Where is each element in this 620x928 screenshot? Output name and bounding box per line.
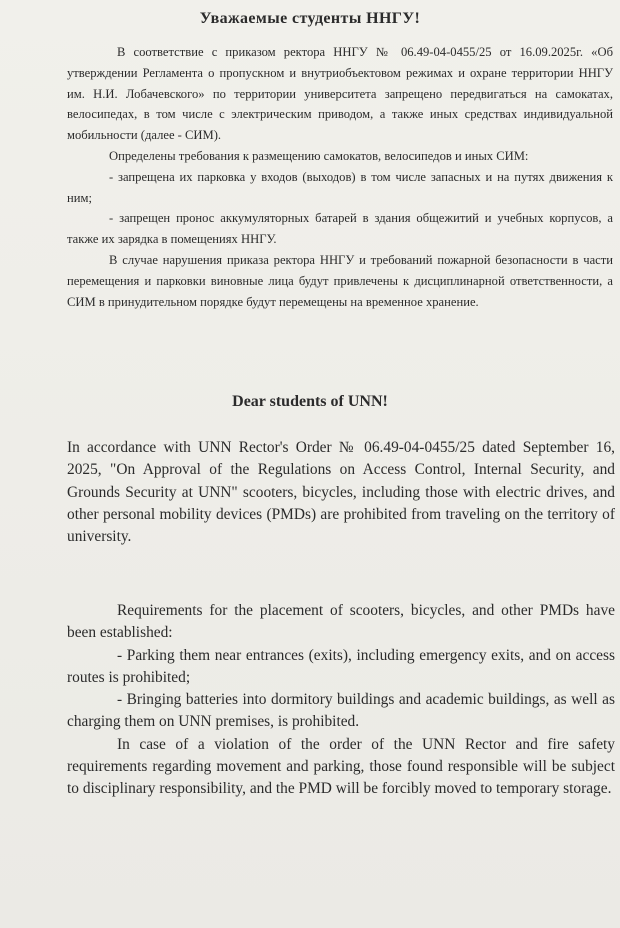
english-paragraph-batteries: - Bringing batteries into dormitory buildings and academic buildings, as well as charging them on UNN premises, is prohibited.	[67, 691, 615, 731]
english-paragraph-parking: - Parking them near entrances (exits), including emergency exits, and on access routes is prohibited;	[67, 646, 615, 686]
russian-heading: Уважаемые студенты ННГУ!	[199, 10, 421, 27]
english-paragraph-intro: In accordance with UNN Rector's Order № 06.49-04-0455/25 dated September 16, 2025, "On Approval of the Regulations on Access Control, Internal Security, and Grounds Security at UNN" scooters, bicycles, including those with electric drives, and other personal mobility devices (PMDs) are prohibited from traveling on the territory of university.	[67, 439, 615, 546]
english-heading: Dear students of UNN!	[232, 393, 388, 410]
russian-paragraph-violation: В случае нарушения приказа ректора ННГУ и требований пожарной безопасности в части перемещения и парковки виновные лица будут привлечены к дисциплинарной ответственности, а СИМ в принудительном порядке будут перемещены на временное хранение.	[67, 252, 613, 309]
english-body-intro	[67, 437, 615, 548]
russian-paragraph-parking: - запрещена их парковка у входов (выходов) в том числе запасных и на путях движения к ним;	[67, 169, 613, 205]
english-body-rules	[67, 600, 615, 801]
english-paragraph-violation: In case of a violation of the order of the UNN Rector and fire safety requirements regarding movement and parking, those found responsible will be subject to disciplinary responsibility, and the PMD will be forcibly moved to temporary storage.	[67, 735, 615, 798]
russian-paragraph-intro: В соответствие с приказом ректора ННГУ № 06.49-04-0455/25 от 16.09.2025г. «Об утверждении Регламента о пропускном и внутриобъектовом режимах и охране территории ННГУ им. Н.И. Лобачевского» по территории университета запрещено передвигаться на самокатах, велосипедах, в том числе с электрическим приводом, а также иных средствах индивидуальной мобильности (далее - СИМ).	[67, 45, 613, 143]
russian-body	[67, 42, 613, 312]
russian-paragraph-batteries: - запрещен пронос аккумуляторных батарей в здания общежитий и учебных корпусов, а также их зарядка в помещениях ННГУ.	[67, 211, 613, 247]
russian-paragraph-requirements: Определены требования к размещению самокатов, велосипедов и иных СИМ:	[109, 148, 529, 163]
english-paragraph-requirements: Requirements for the placement of scooters, bicycles, and other PMDs have been established:	[67, 602, 615, 642]
